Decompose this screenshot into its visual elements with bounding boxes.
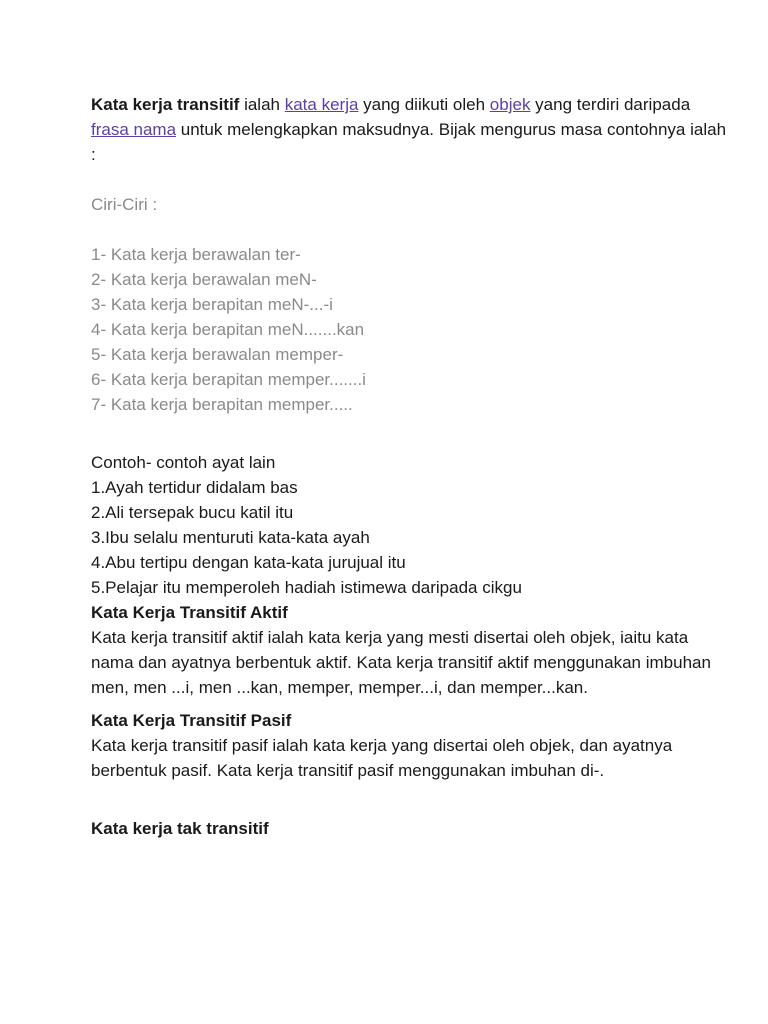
list-item: 5.Pelajar itu memperoleh hadiah istimewa daripada cikgu [91,578,522,597]
pasif-body: Kata kerja transitif pasif ialah kata kerja yang disertai oleh objek, dan ayatnya berbentuk pasif. Kata kerja transitif pasif menggunakan imbuhan di-. [91,736,673,780]
spacer [91,417,731,442]
spacer [91,783,731,808]
document-page [91,92,731,841]
intro-text-4: untuk melengkapkan maksudnya. Bijak mengurus masa contohnya ialah : [91,120,727,164]
intro-text-3: yang terdiri daripada [530,95,691,114]
list-item: 3.Ibu selalu menturuti kata-kata ayah [91,528,370,547]
intro-paragraph [91,92,731,167]
ciri-list [91,242,731,417]
spacer [91,700,731,708]
spacer [91,808,731,816]
list-item: 1- Kata kerja berawalan ter- [91,245,301,264]
list-item: 4.Abu tertipu dengan kata-kata jurujual itu [91,553,406,572]
list-item: 2- Kata kerja berawalan meN- [91,270,317,289]
spacer [91,167,731,192]
list-item: 4- Kata kerja berapitan meN.......kan [91,320,365,339]
spacer [91,217,731,242]
link-kata-kerja[interactable]: kata kerja [284,95,359,114]
aktif-body: Kata kerja transitif aktif ialah kata kerja yang mesti disertai oleh objek, iaitu kata nama dan ayatnya berbentuk aktif. Kata kerja transitif aktif menggunakan imbuhan men, men ...i, men ...kan, memper, memper...i, dan memper...kan. [91,628,711,697]
list-item: 6- Kata kerja berapitan memper.......i [91,370,366,389]
contoh-title: Contoh- contoh ayat lain [91,453,276,472]
contoh-list [91,475,731,600]
intro-text-2: yang diikuti oleh [358,95,490,114]
ciri-title: Ciri-Ciri : [91,195,158,214]
list-item: 7- Kata kerja berapitan memper..... [91,395,353,414]
tak-transitif-heading: Kata kerja tak transitif [91,819,269,838]
spacer [91,442,731,450]
list-item: 5- Kata kerja berawalan memper- [91,345,344,364]
link-frasa-nama[interactable]: frasa nama [91,120,177,139]
aktif-heading: Kata Kerja Transitif Aktif [91,603,288,622]
intro-term: Kata kerja transitif [91,95,240,114]
list-item: 3- Kata kerja berapitan meN-...-i [91,295,333,314]
pasif-heading: Kata Kerja Transitif Pasif [91,711,292,730]
list-item: 2.Ali tersepak bucu katil itu [91,503,294,522]
link-objek[interactable]: objek [489,95,531,114]
intro-text-1: ialah [239,95,285,114]
list-item: 1.Ayah tertidur didalam bas [91,478,298,497]
